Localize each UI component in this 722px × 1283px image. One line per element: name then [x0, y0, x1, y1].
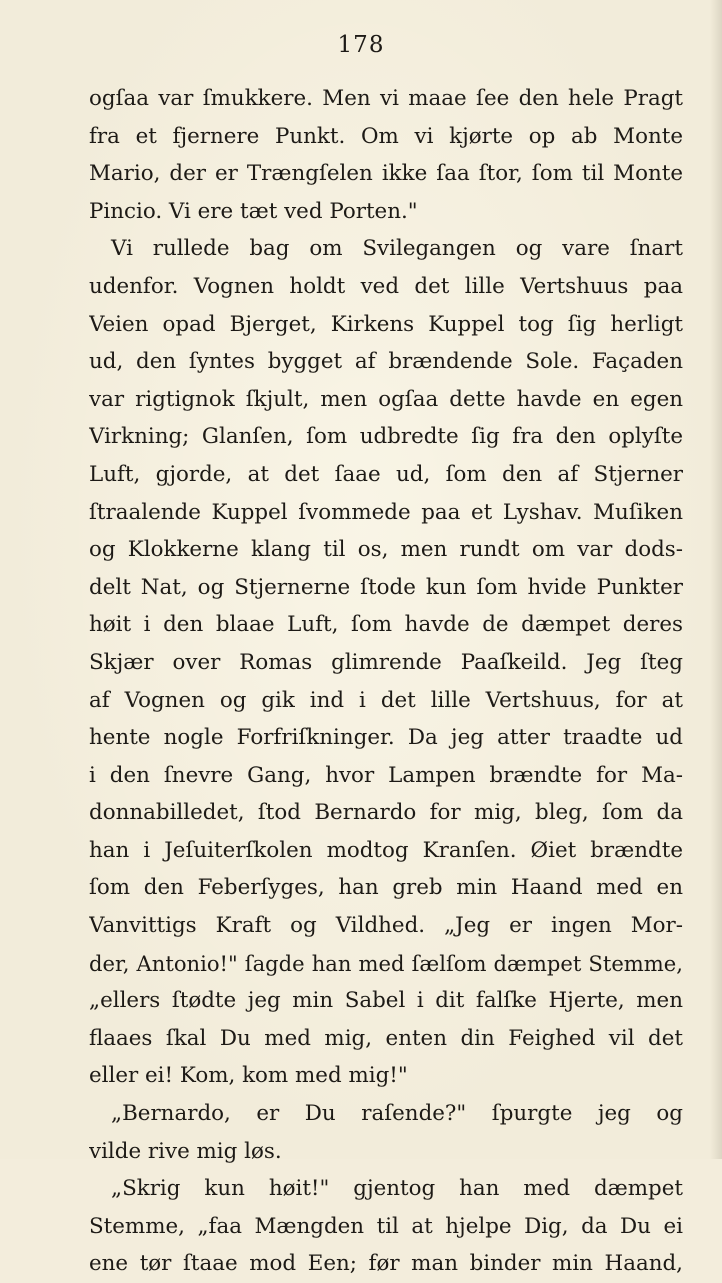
text-line: høit i den blaae Luft, ſom havde de dæmpet deres: [89, 612, 683, 638]
text-line: vilde rive mig løs.: [89, 1138, 282, 1164]
text-line: Virkning; Glanſen, ſom udbredte ſig fra den oplyſte: [89, 424, 683, 450]
text-line: eller ei! Kom, kom med mig!": [89, 1063, 408, 1089]
text-line: udenfor. Vognen holdt ved det lille Vertshuus paa: [89, 273, 683, 299]
text-line: Mario, der er Trængſelen ikke ſaa ſtor, ſom til Monte: [89, 161, 683, 187]
text-line: ud, den ſyntes bygget af brændende Sole. Façaden: [89, 349, 683, 375]
page-edge-shadow: [710, 0, 722, 1159]
text-line: Luft, gjorde, at det ſaae ud, ſom den af Stjerner: [89, 461, 683, 487]
text-line: Veien opad Bjerget, Kirkens Kuppel tog ſig herligt: [89, 311, 683, 337]
text-line: delt Nat, og Stjernerne ſtode kun ſom hvide Punkter: [89, 574, 683, 600]
text-line: „Bernardo, er Du raſende?" ſpurgte jeg og: [111, 1101, 683, 1127]
text-line: der, Antonio!" ſagde han med ſælſom dæmpet Stemme,: [89, 950, 683, 976]
text-line: og Klokkerne klang til os, men rundt om var dods-: [89, 537, 683, 563]
text-line: ſtraalende Kuppel ſvommede paa et Lyshav. Muſiken: [89, 499, 683, 525]
text-line: „ellers ſtødte jeg min Sabel i dit falſke Hjerte, men: [89, 988, 683, 1014]
text-line: „Skrig kun høit!" gjentog han med dæmpet: [111, 1176, 683, 1202]
text-line: Pincio. Vi ere tæt ved Porten.": [89, 198, 418, 224]
text-line: donnabilledet, ſtod Bernardo for mig, bleg, ſom da: [89, 800, 683, 826]
body-text: [89, 80, 683, 1283]
text-line: af Vognen og gik ind i det lille Vertshuus, for at: [89, 687, 683, 713]
text-line: fra et fjernere Punkt. Om vi kjørte op ab Monte: [89, 123, 683, 149]
text-line: ſom den Feberſyges, han greb min Haand med en: [89, 875, 683, 901]
text-line: ene tør ſtaae mod Een; før man binder min Haand,: [89, 1251, 683, 1277]
text-line: ogſaa var ſmukkere. Men vi maae ſee den hele Pragt: [89, 86, 683, 111]
text-line: i den ſnevre Gang, hvor Lampen brændte for Ma-: [89, 762, 683, 788]
text-line: flaaes ſkal Du med mig, enten din Feighed vil det: [89, 1025, 683, 1051]
page-number: 178: [337, 32, 385, 58]
text-line: hente nogle Forfriſkninger. Da jeg atter traadte ud: [89, 725, 683, 751]
text-line: Vanvittigs Kraft og Vildhed. „Jeg er ingen Mor-: [89, 913, 683, 939]
text-line: Stemme, „faa Mængden til at hjelpe Dig, da Du ei: [89, 1213, 683, 1239]
text-line: Skjær over Romas glimrende Paaſkeild. Jeg ſteg: [89, 649, 683, 675]
text-line: Vi rullede bag om Svilegangen og vare ſnart: [111, 236, 683, 262]
text-line: var rigtignok ſkjult, men ogſaa dette havde en egen: [89, 386, 683, 412]
text-line: han i Jeſuiterſkolen modtog Kranſen. Øiet brændte: [89, 837, 683, 863]
